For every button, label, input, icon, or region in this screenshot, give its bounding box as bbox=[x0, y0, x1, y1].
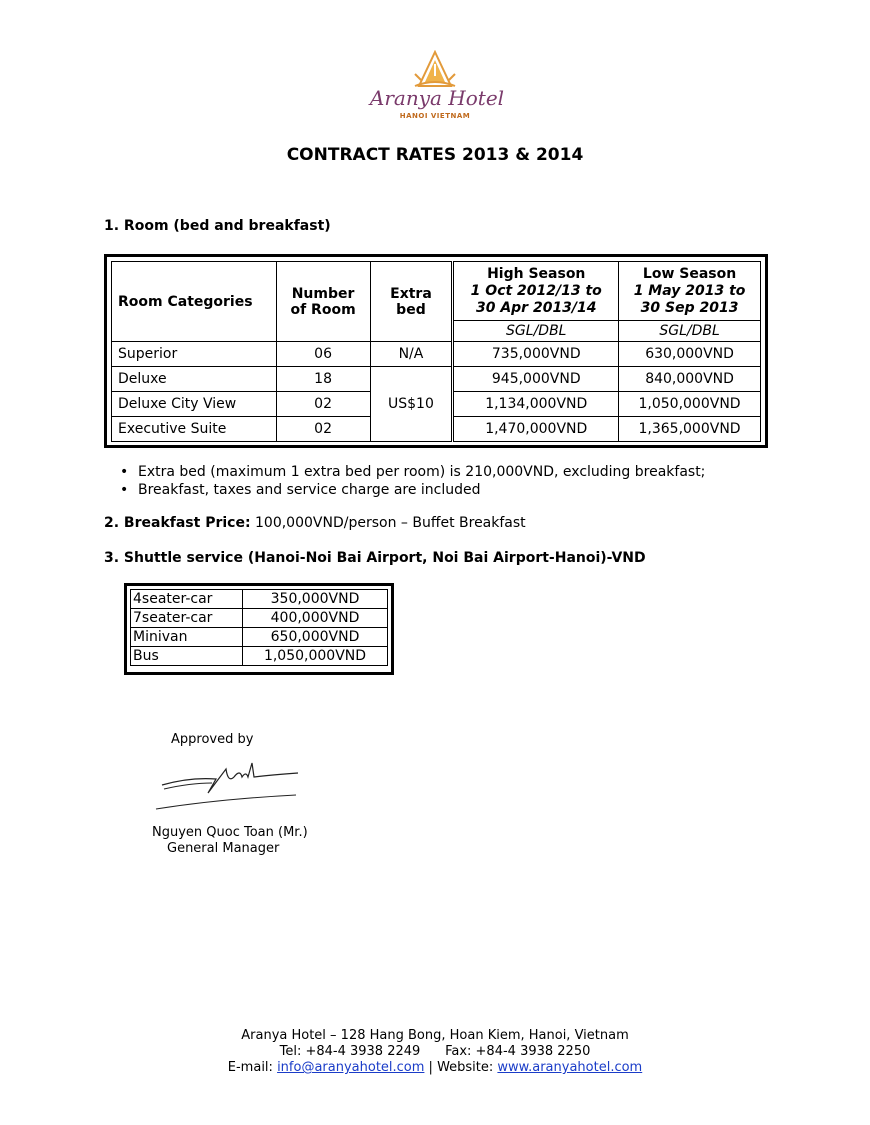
room-high-rate: 1,134,000VND bbox=[453, 392, 619, 417]
room-number: 02 bbox=[276, 417, 370, 442]
hotel-logo bbox=[355, 50, 515, 125]
header-sgl-dbl-high: SGL/DBL bbox=[453, 321, 619, 342]
header-high-season: High Season 1 Oct 2012/13 to 30 Apr 2013/14 bbox=[453, 262, 619, 321]
table-row bbox=[112, 367, 761, 392]
vehicle: 4seater-car bbox=[131, 590, 243, 609]
vehicle: Bus bbox=[131, 647, 243, 666]
room-high-rate: 735,000VND bbox=[453, 342, 619, 367]
temple-roof-icon bbox=[355, 50, 515, 90]
breakfast-price bbox=[104, 515, 526, 531]
page-title: CONTRACT RATES 2013 & 2014 bbox=[286, 145, 584, 165]
notes-list bbox=[120, 463, 705, 499]
shuttle-price: 400,000VND bbox=[243, 609, 388, 628]
table-row bbox=[131, 647, 388, 666]
room-high-rate: 1,470,000VND bbox=[453, 417, 619, 442]
header-number-of-room: Number of Room bbox=[276, 262, 370, 342]
signer-block bbox=[152, 825, 308, 857]
room-number: 02 bbox=[276, 392, 370, 417]
room-category: Superior bbox=[112, 342, 277, 367]
table-row bbox=[112, 342, 761, 367]
shuttle-price: 650,000VND bbox=[243, 628, 388, 647]
header-sgl-dbl-low: SGL/DBL bbox=[619, 321, 761, 342]
vehicle: Minivan bbox=[131, 628, 243, 647]
room-low-rate: 1,050,000VND bbox=[619, 392, 761, 417]
room-low-rate: 630,000VND bbox=[619, 342, 761, 367]
table-row bbox=[131, 628, 388, 647]
signer-role: General Manager bbox=[167, 841, 280, 856]
approved-by-label: Approved by bbox=[171, 732, 254, 747]
table-row bbox=[131, 590, 388, 609]
section-shuttle-heading: 3. Shuttle service (Hanoi-Noi Bai Airport, Noi Bai Airport-Hanoi)-VND bbox=[104, 550, 646, 566]
email-link[interactable]: info@aranyahotel.com bbox=[277, 1060, 425, 1075]
logo-subtitle: HANOI VIETNAM bbox=[399, 112, 471, 120]
shuttle-price: 1,050,000VND bbox=[243, 647, 388, 666]
breakfast-value: 100,000VND/person – Buffet Breakfast bbox=[250, 515, 526, 531]
signature-image bbox=[150, 755, 310, 815]
vehicle: 7seater-car bbox=[131, 609, 243, 628]
shuttle-price: 350,000VND bbox=[243, 590, 388, 609]
footer-contact: E-mail: info@aranyahotel.com | Website: www.aranyahotel.com bbox=[227, 1060, 643, 1075]
room-number: 18 bbox=[276, 367, 370, 392]
room-low-rate: 840,000VND bbox=[619, 367, 761, 392]
list-item: • Extra bed (maximum 1 extra bed per room) is 210,000VND, excluding breakfast; bbox=[120, 463, 705, 481]
footer-address: Aranya Hotel – 128 Hang Bong, Hoan Kiem, Hanoi, Vietnam bbox=[241, 1028, 629, 1043]
header-low-season: Low Season 1 May 2013 to 30 Sep 2013 bbox=[619, 262, 761, 321]
room-number: 06 bbox=[276, 342, 370, 367]
room-category: Deluxe bbox=[112, 367, 277, 392]
room-rates-table bbox=[104, 254, 768, 448]
room-high-rate: 945,000VND bbox=[453, 367, 619, 392]
website-link[interactable]: www.aranyahotel.com bbox=[497, 1060, 643, 1075]
room-category: Deluxe City View bbox=[112, 392, 277, 417]
footer-phone: Tel: +84-4 3938 2249 Fax: +84-4 3938 2250 bbox=[279, 1044, 591, 1059]
table-row bbox=[131, 609, 388, 628]
page-footer bbox=[0, 1028, 870, 1076]
header-room-categories: Room Categories bbox=[112, 262, 277, 342]
breakfast-label: 2. Breakfast Price: bbox=[104, 515, 251, 531]
signer-name: Nguyen Quoc Toan (Mr.) bbox=[152, 825, 308, 840]
room-extra-bed: N/A bbox=[370, 342, 453, 367]
logo-name: Aranya Hotel bbox=[369, 86, 505, 110]
room-category: Executive Suite bbox=[112, 417, 277, 442]
section-room-heading: 1. Room (bed and breakfast) bbox=[104, 218, 331, 234]
list-item: • Breakfast, taxes and service charge are included bbox=[120, 481, 705, 499]
room-low-rate: 1,365,000VND bbox=[619, 417, 761, 442]
header-extra-bed: Extra bed bbox=[370, 262, 453, 342]
shuttle-table bbox=[124, 583, 394, 675]
room-extra-bed-merged: US$10 bbox=[370, 367, 453, 442]
